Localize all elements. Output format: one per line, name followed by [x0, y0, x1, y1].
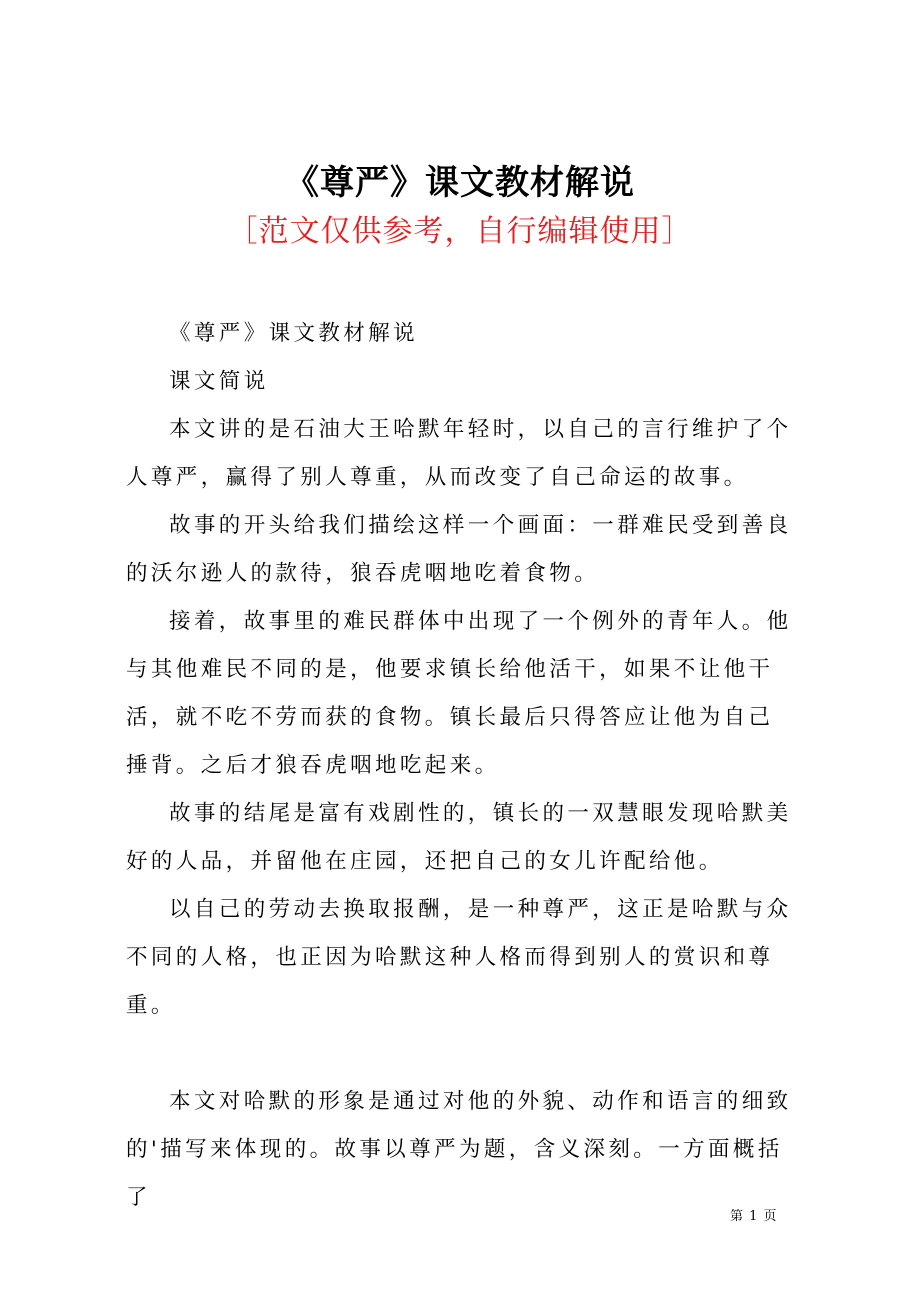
document-title: 《尊严》课文教材解说 [285, 163, 635, 203]
paragraph: 《尊严》课文教材解说 [169, 321, 419, 346]
page-number: 第 1 页 [730, 1209, 778, 1224]
paragraph: 故事的结尾是富有戏剧性的，镇长的一双慧眼发现哈默美好的人品，并留他在庄园，还把自己的女儿许配给他。 [126, 801, 792, 874]
paragraph: 本文对哈默的形象是通过对他的外貌、动作和语言的细致的'描写来体现的。故事以尊严为题，含义深刻。一方面概括了 [126, 1089, 792, 1210]
document-subtitle: ［范文仅供参考，自行编辑使用］ [227, 214, 693, 249]
paragraph: 课文简说 [169, 369, 269, 394]
paragraph: 本文讲的是石油大王哈默年轻时，以自己的言行维护了个人尊严，赢得了别人尊重，从而改变了自己命运的故事。 [126, 417, 792, 490]
paragraph: 接着，故事里的难民群体中出现了一个例外的青年人。他与其他难民不同的是，他要求镇长给他活干，如果不让他干活，就不吃不劳而获的食物。镇长最后只得答应让他为自己捶背。之后才狼吞虎咽地吃起来。 [126, 609, 792, 778]
paragraph: 故事的开头给我们描绘这样一个画面：一群难民受到善良的沃尔逊人的款待，狼吞虎咽地吃着食物。 [126, 513, 792, 586]
document-body [126, 310, 796, 1222]
paragraph: 以自己的劳动去换取报酬，是一种尊严，这正是哈默与众不同的人格，也正因为哈默这种人格而得到别人的赏识和尊重。 [126, 897, 792, 1018]
